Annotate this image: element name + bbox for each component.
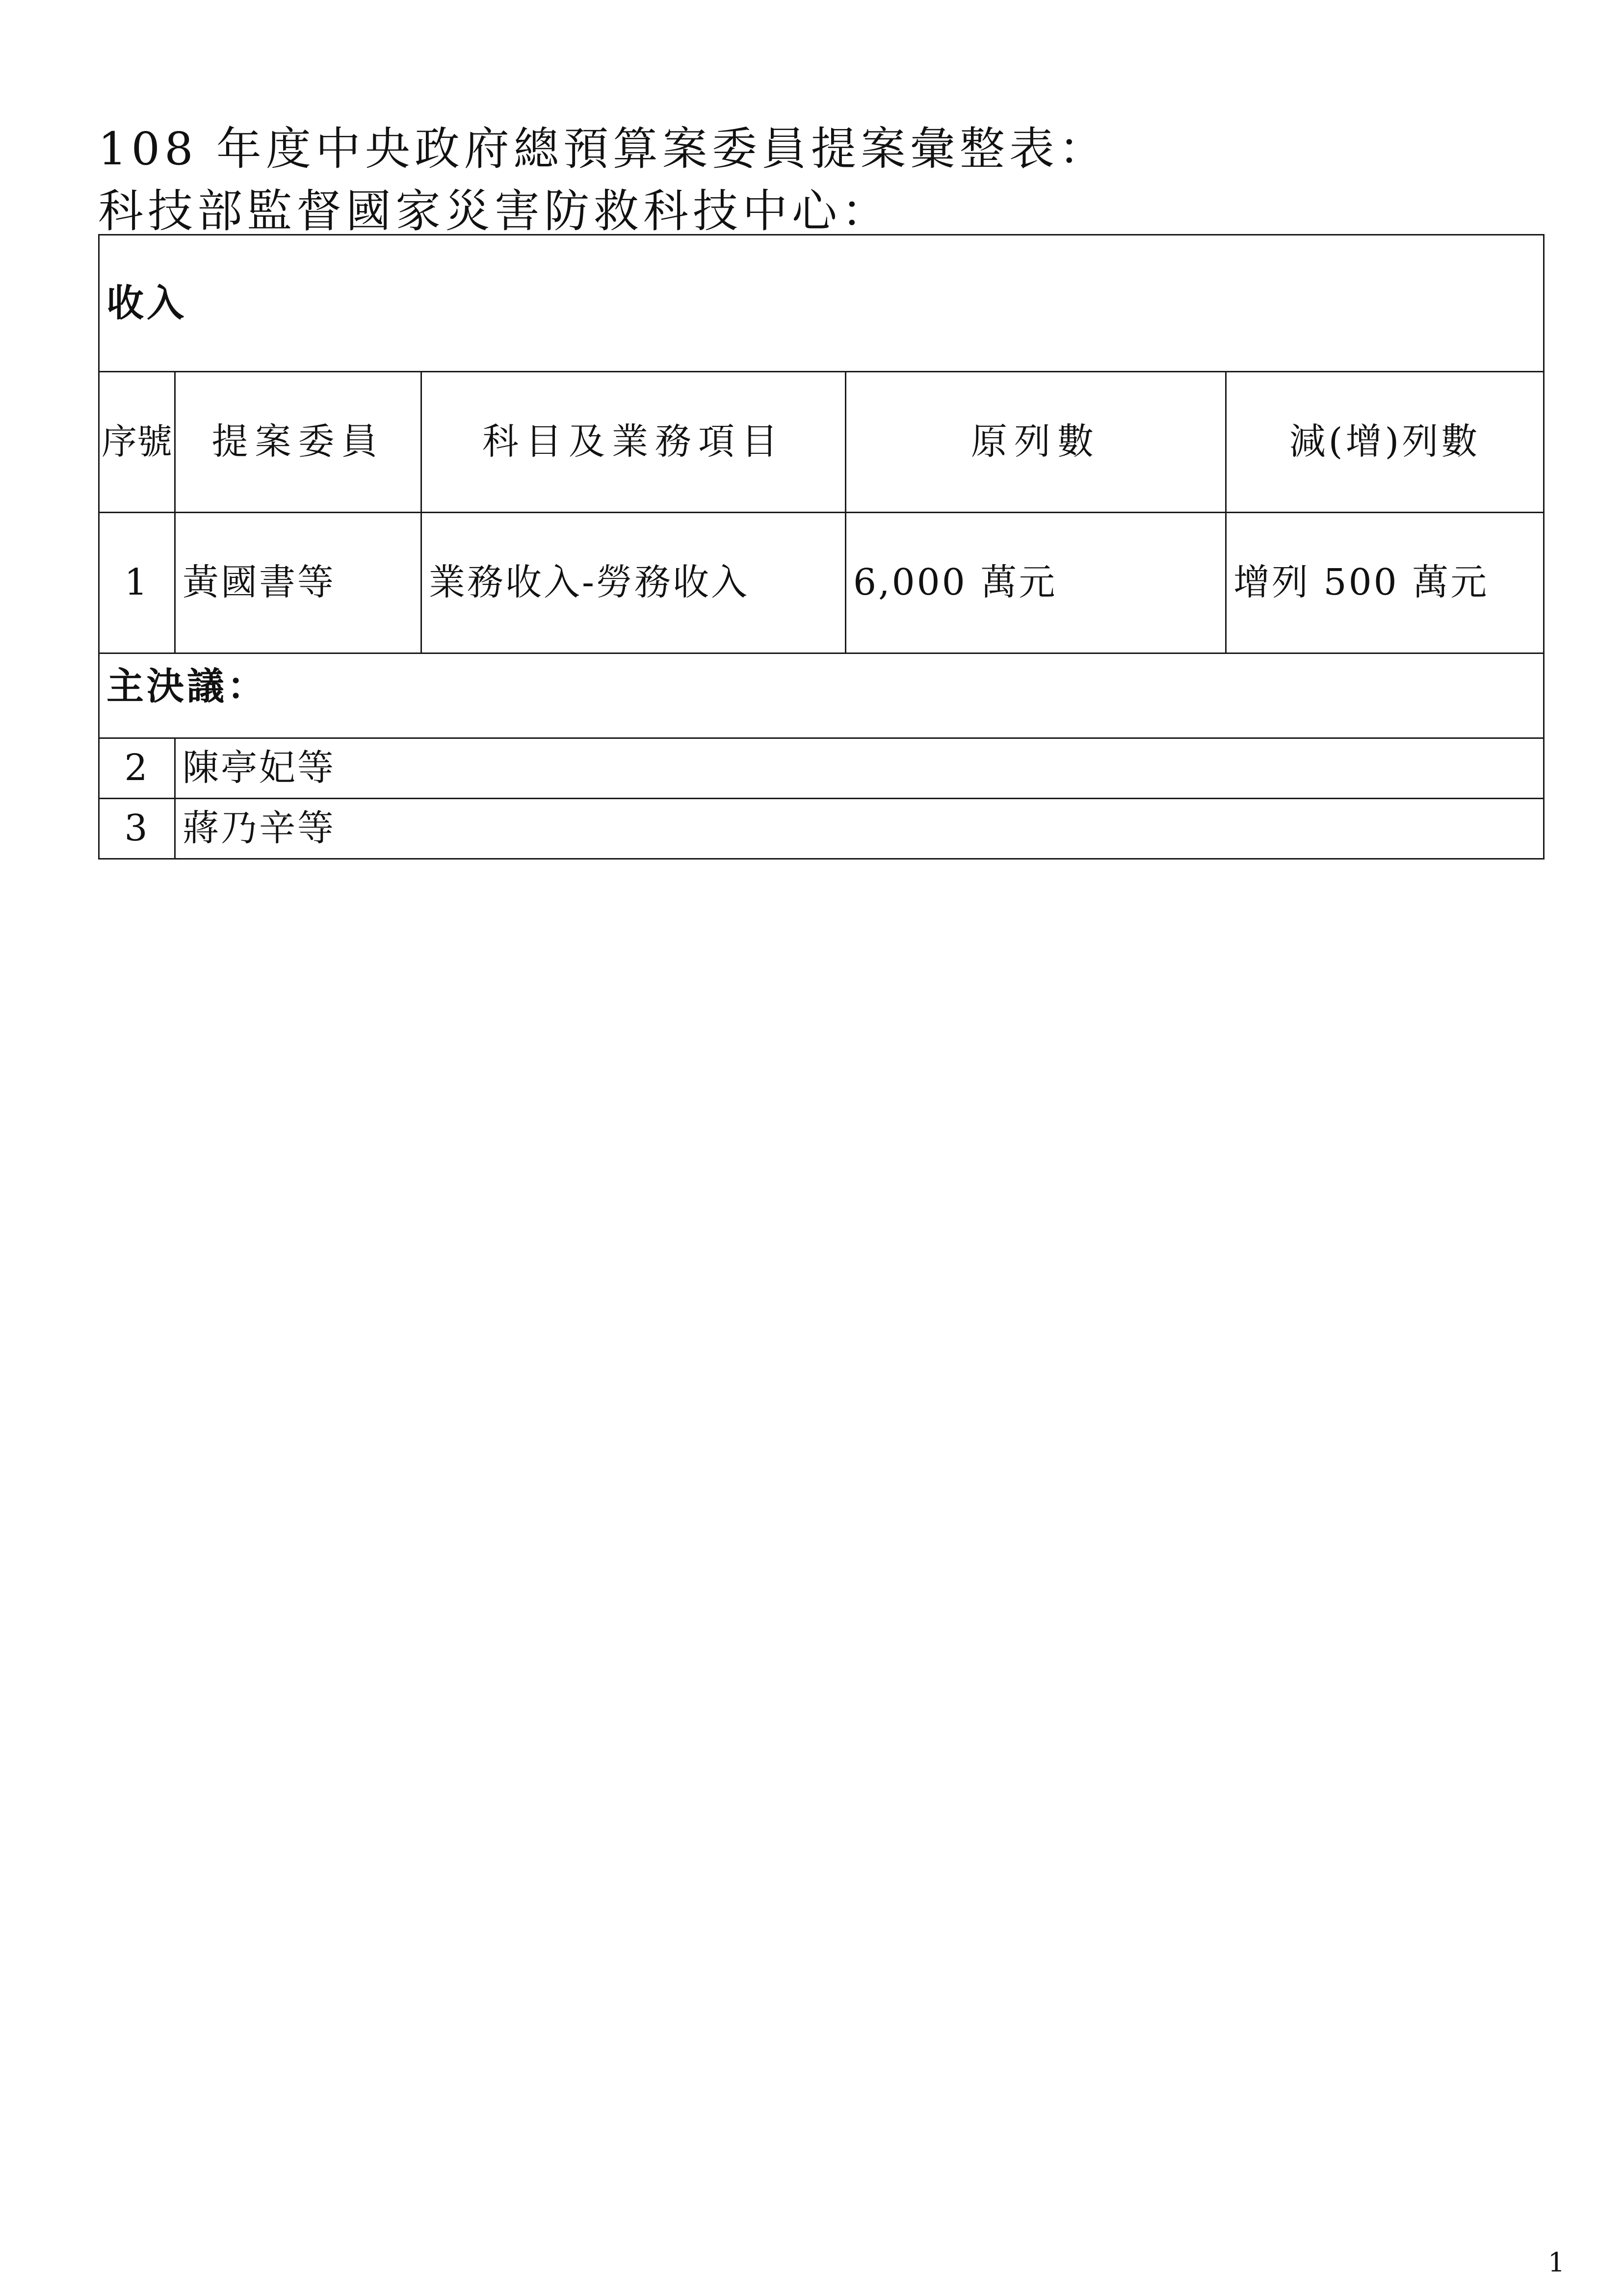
income-section-row [99,235,1544,372]
page-number: 1 [1548,2247,1565,2278]
table-row [99,513,1544,653]
header-item: 科目及業務項目 [421,372,846,513]
header-proposer: 提案委員 [175,372,421,513]
row-item: 業務收入-勞務收入 [421,513,846,653]
resolution-section-label: 主決議： [99,653,1544,738]
row-seq: 1 [99,513,175,653]
resolution-proposer: 蔣乃辛等 [175,799,1544,859]
resolution-row [99,799,1544,859]
resolution-seq: 3 [99,799,175,859]
row-adjustment: 增列 500 萬元 [1226,513,1544,653]
resolution-seq: 2 [99,738,175,799]
document-title: 108 年度中央政府總預算案委員提案彙整表： [98,123,1108,175]
resolution-proposer: 陳亭妃等 [175,738,1544,799]
proposal-table [98,234,1545,860]
row-proposer: 黃國書等 [175,513,421,653]
row-original-amount: 6,000 萬元 [846,513,1226,653]
header-seq: 序號 [99,372,175,513]
table-header-row [99,372,1544,513]
resolution-section-row [99,653,1544,738]
header-adjustment: 減(增)列數 [1226,372,1544,513]
resolution-row [99,738,1544,799]
income-section-label: 收入 [99,235,1544,372]
document-subtitle: 科技部監督國家災害防救科技中心： [98,185,891,237]
header-original-amount: 原列數 [846,372,1226,513]
